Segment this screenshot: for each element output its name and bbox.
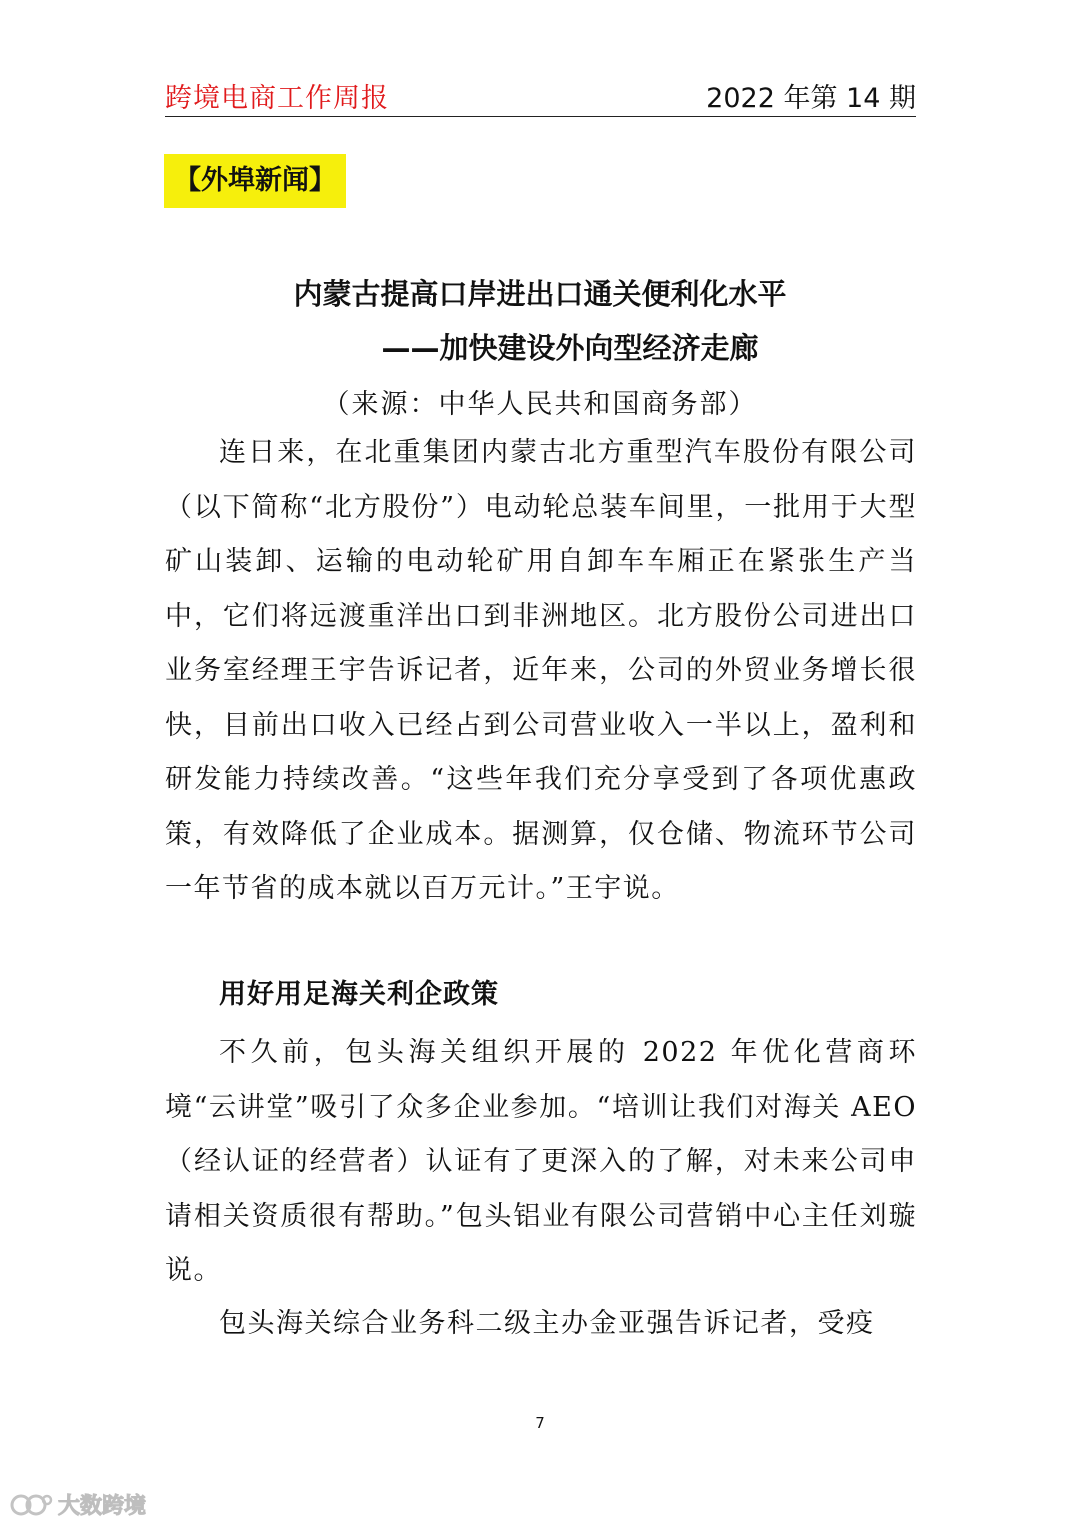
article-body-3	[165, 1297, 917, 1352]
watermark-text: 大数跨境	[58, 1494, 147, 1519]
publication-name: 跨境电商工作周报	[165, 83, 389, 114]
watermark	[10, 1489, 146, 1520]
logo-icon	[10, 1492, 54, 1518]
page-number: 7	[535, 1414, 545, 1432]
article-subheading: 用好用足海关利企政策	[219, 979, 499, 1010]
issue-number: 2022 年第 14 期	[706, 83, 916, 114]
paragraph: 不久前，包头海关组织开展的 2022 年优化营商环境“云讲堂”吸引了众多企业参加。“培训让我们对海关 AEO（经认证的经营者）认证有了更深入的了解，对未来公司申请相关资质很有帮助。”包头铝业有限公司营销中心主任刘璇说。	[165, 1037, 917, 1286]
paragraph: 连日来，在北重集团内蒙古北方重型汽车股份有限公司（以下简称“北方股份”）电动轮总装车间里，一批用于大型矿山装卸、运输的电动轮矿用自卸车车厢正在紧张生产当中，它们将远渡重洋出口到非洲地区。北方股份公司进出口业务室经理王宇告诉记者，近年来，公司的外贸业务增长很快，目前出口收入已经占到公司营业收入一半以上，盈利和研发能力持续改善。“这些年我们充分享受到了各项优惠政策，有效降低了企业成本。据测算，仅仓储、物流环节公司一年节省的成本就以百万元计。”王宇说。	[165, 437, 917, 904]
section-tag: 【外埠新闻】	[164, 154, 346, 208]
header-divider	[165, 116, 916, 117]
article-body-2	[165, 1026, 917, 1299]
article-source: （来源：中华人民共和国商务部）	[322, 389, 758, 420]
article-body-1	[165, 426, 917, 917]
paragraph: 包头海关综合业务科二级主办金亚强告诉记者，受疫	[219, 1308, 875, 1339]
article-subtitle: ——加快建设外向型经济走廊	[381, 331, 759, 365]
article-title: 内蒙古提高口岸进出口通关便利化水平	[293, 277, 787, 311]
